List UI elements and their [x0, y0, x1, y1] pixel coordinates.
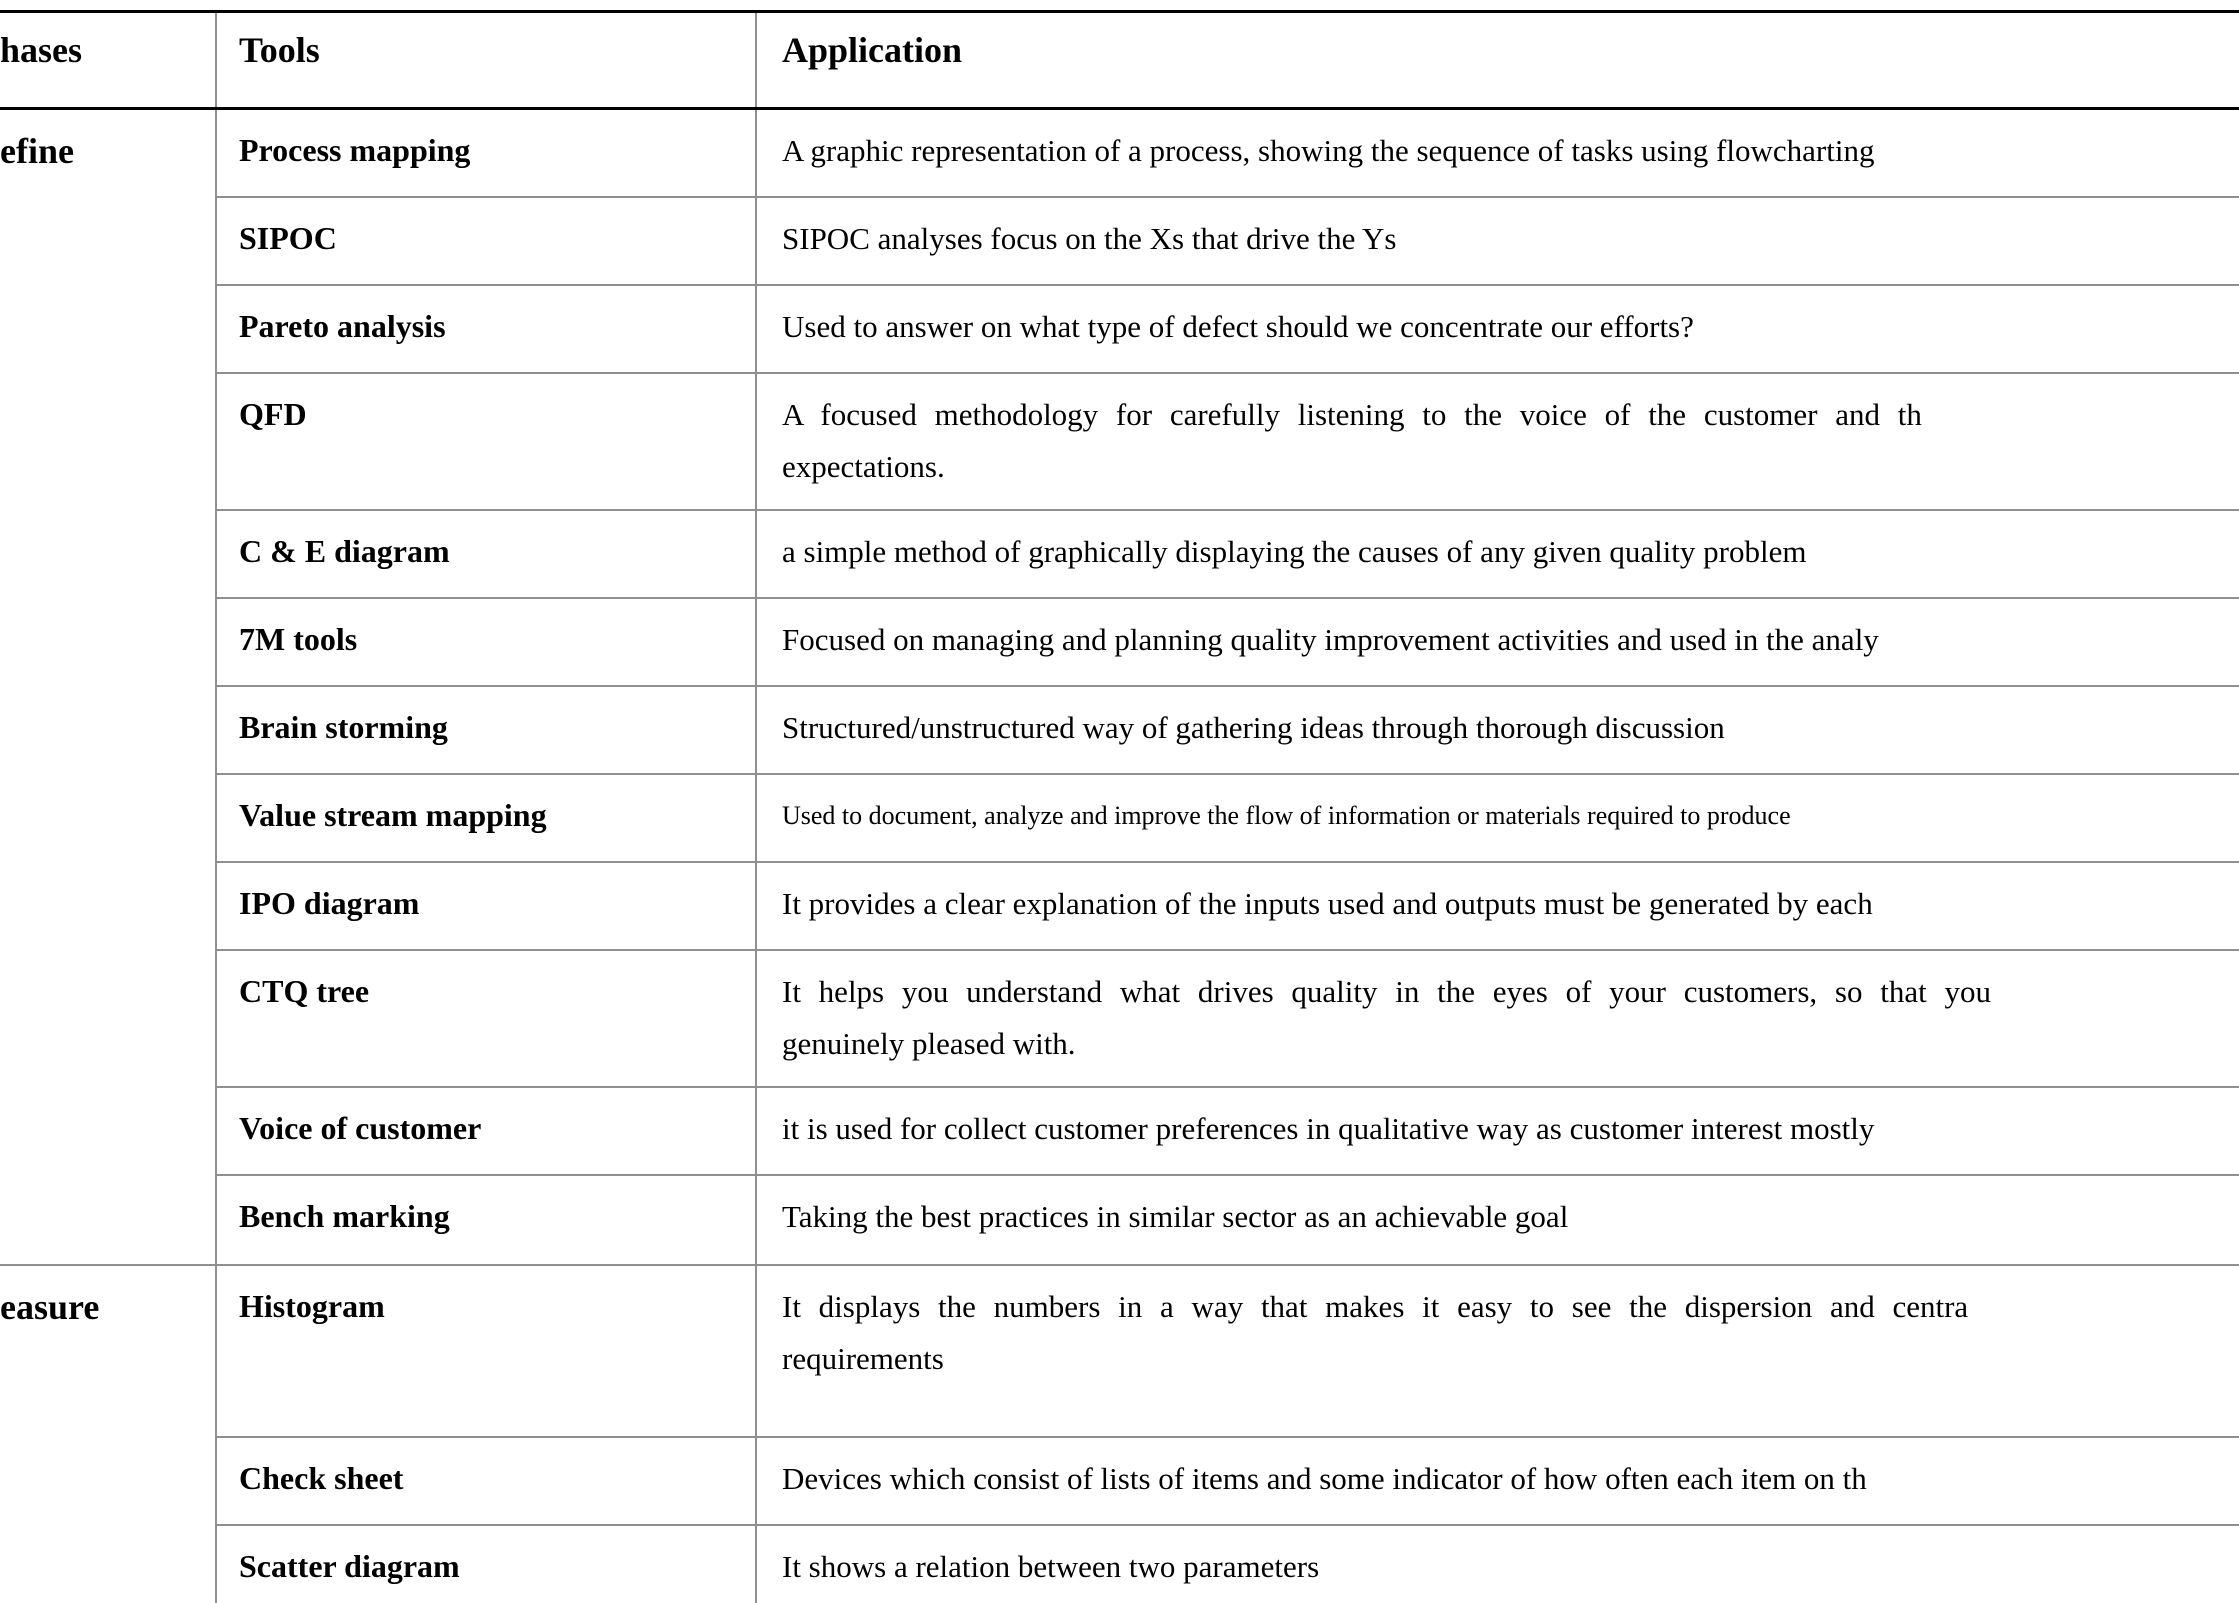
table-header-row: [0, 10, 2239, 110]
header-tools: Tools: [217, 13, 757, 107]
table-row: [217, 951, 2239, 1088]
tool-name-cell: IPO diagram: [217, 863, 757, 949]
application-cell: [757, 110, 2239, 196]
application-line: Structured/unstructured way of gathering ideas through thorough discussion: [782, 710, 1725, 745]
tool-name-cell: 7M tools: [217, 599, 757, 685]
application-line: Focused on managing and planning quality improvement activities and used in the analy: [782, 622, 1879, 657]
header-application: Application: [782, 30, 963, 70]
application-line: It displays the numbers in a way that makes it easy to see the dispersion and centra: [782, 1289, 1969, 1324]
application-cell: [757, 951, 2239, 1086]
tool-name-cell: CTQ tree: [217, 951, 757, 1086]
application-line: a simple method of graphically displaying the causes of any given quality problem: [782, 534, 1807, 569]
table-row: [217, 863, 2239, 951]
application-cell: [757, 687, 2239, 773]
table-row: [217, 198, 2239, 286]
application-line: it is used for collect customer preferences in qualitative way as customer interest mostly: [782, 1111, 1875, 1146]
application-line: Used to answer on what type of defect should we concentrate our efforts?: [782, 309, 1694, 344]
phase-rows: [217, 110, 2239, 1264]
application-line: genuinely pleased with.: [782, 1026, 1076, 1061]
table-row: [217, 110, 2239, 198]
table-row: [217, 687, 2239, 775]
application-cell: [757, 1266, 2239, 1436]
table-row: [217, 374, 2239, 511]
tool-name-cell: Pareto analysis: [217, 286, 757, 372]
phase-groups: [0, 110, 2239, 1603]
application-line: A graphic representation of a process, showing the sequence of tasks using flowcharting: [782, 133, 1875, 168]
application-line: Taking the best practices in similar sector as an achievable goal: [782, 1199, 1569, 1234]
application-line: It shows a relation between two parameters: [782, 1549, 1320, 1584]
tool-name-cell: Process mapping: [217, 110, 757, 196]
phase-label: easure: [0, 1266, 217, 1603]
table-row: [217, 286, 2239, 374]
application-cell: [757, 775, 2239, 861]
tools-application-table: [0, 10, 2239, 1603]
application-cell: [757, 1176, 2239, 1264]
application-line: Used to document, analyze and improve the flow of information or materials required to produce: [782, 801, 1791, 830]
application-cell: [757, 286, 2239, 372]
table-row: [217, 775, 2239, 863]
application-line: A focused methodology for carefully listening to the voice of the customer and th: [782, 397, 1922, 432]
phase-group: [0, 110, 2239, 1266]
application-line: It helps you understand what drives quality in the eyes of your customers, so that you: [782, 974, 1991, 1009]
application-cell: [757, 374, 2239, 509]
table-row: [217, 599, 2239, 687]
application-cell: [757, 863, 2239, 949]
application-line: requirements: [782, 1341, 944, 1376]
application-cell: [757, 1088, 2239, 1174]
table-row: [217, 1176, 2239, 1264]
application-line: SIPOC analyses focus on the Xs that drive the Ys: [782, 221, 1397, 256]
tool-name-cell: Scatter diagram: [217, 1526, 757, 1603]
application-line: expectations.: [782, 449, 945, 484]
tool-name-cell: SIPOC: [217, 198, 757, 284]
application-cell: [757, 599, 2239, 685]
tool-name-cell: QFD: [217, 374, 757, 509]
tool-name-cell: Check sheet: [217, 1438, 757, 1524]
table-row: [217, 1526, 2239, 1603]
tool-name-cell: Bench marking: [217, 1176, 757, 1264]
application-cell: [757, 511, 2239, 597]
tool-name-cell: Brain storming: [217, 687, 757, 773]
tool-name-cell: Histogram: [217, 1266, 757, 1436]
header-phases: hases: [0, 13, 217, 107]
application-line: Devices which consist of lists of items and some indicator of how often each item on th: [782, 1461, 1867, 1496]
phase-group: [0, 1266, 2239, 1603]
tool-name-cell: Value stream mapping: [217, 775, 757, 861]
table-row: [217, 1088, 2239, 1176]
tool-name-cell: Voice of customer: [217, 1088, 757, 1174]
application-cell: [757, 1526, 2239, 1603]
application-cell: [757, 198, 2239, 284]
phase-rows: [217, 1266, 2239, 1603]
table-row: [217, 511, 2239, 599]
table-row: [217, 1438, 2239, 1526]
phase-label: efine: [0, 110, 217, 1264]
tool-name-cell: C & E diagram: [217, 511, 757, 597]
application-cell: [757, 1438, 2239, 1524]
table-row: [217, 1266, 2239, 1438]
application-line: It provides a clear explanation of the inputs used and outputs must be generated by each: [782, 886, 1873, 921]
